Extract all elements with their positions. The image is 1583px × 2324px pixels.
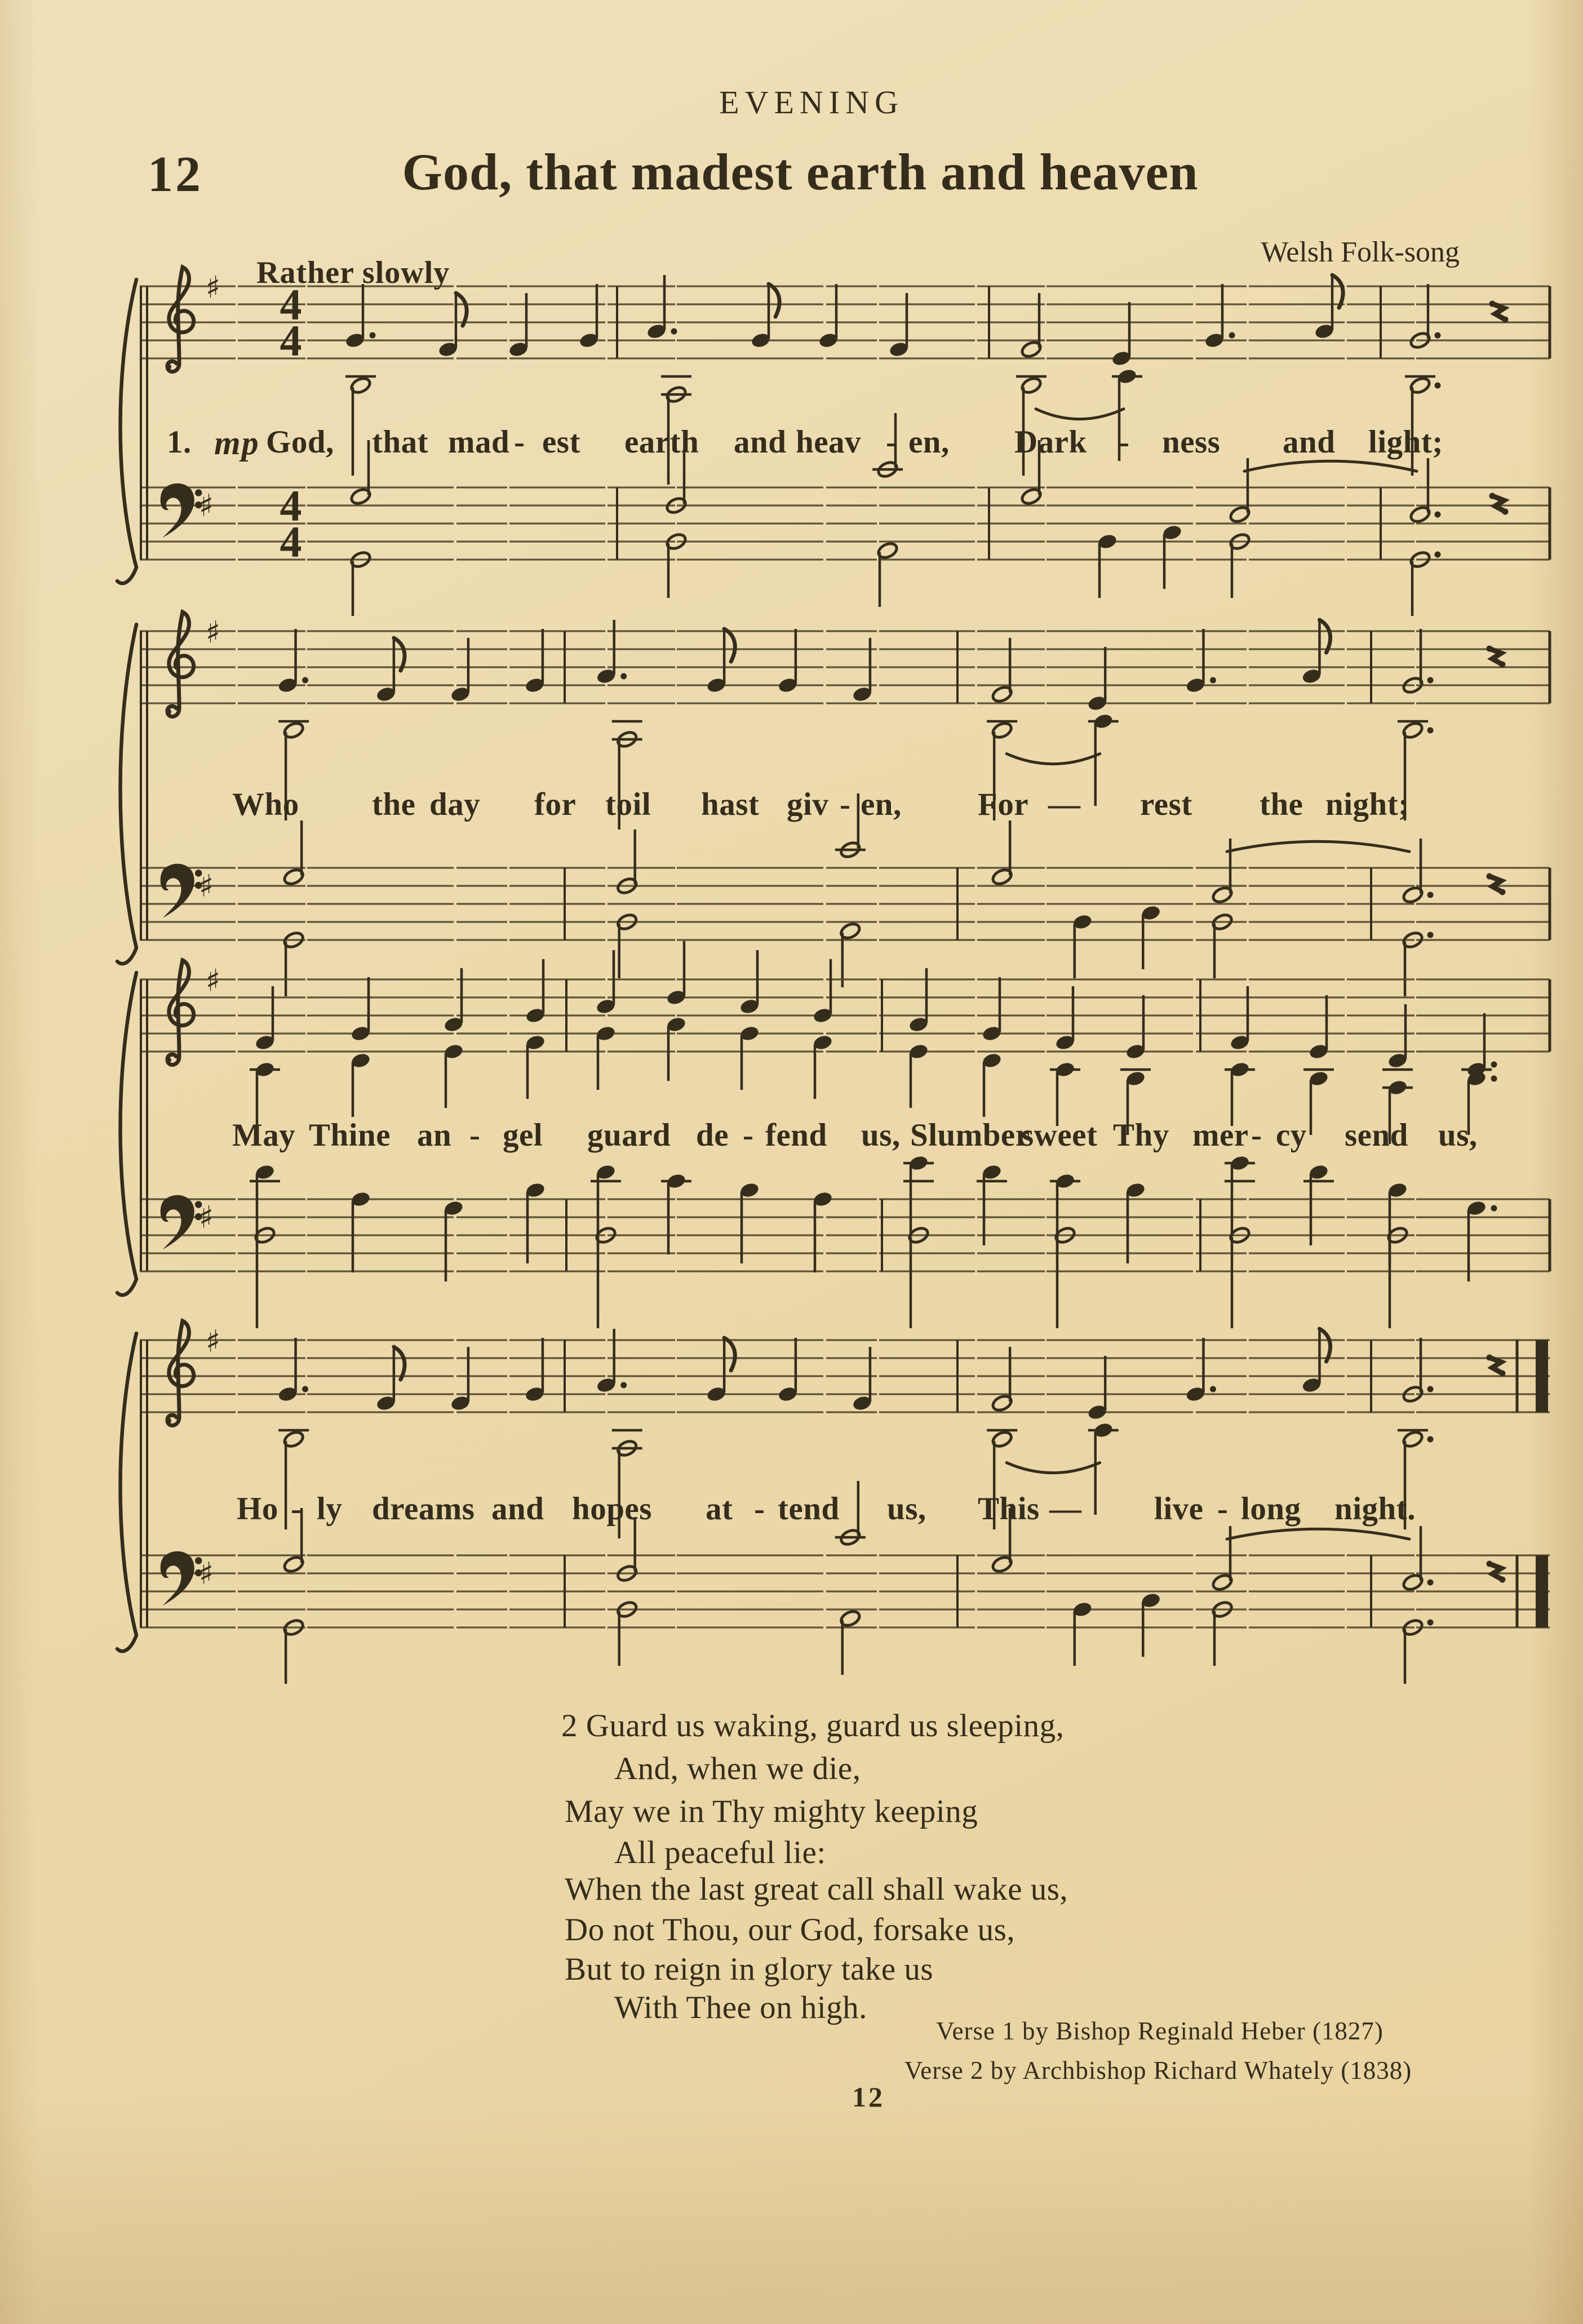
svg-text:4: 4 <box>280 481 302 530</box>
note <box>1314 275 1343 340</box>
note <box>839 1609 862 1675</box>
tune-attribution: Welsh Folk-song <box>1261 236 1460 268</box>
note <box>525 959 546 1024</box>
note <box>1225 1061 1255 1126</box>
running-head: EVENING <box>719 84 904 121</box>
note <box>739 950 760 1015</box>
quarter-rest-icon <box>1489 493 1509 515</box>
lyric-syllable: an <box>417 1117 452 1153</box>
note <box>1050 1061 1080 1126</box>
sharp-icon: ♯ <box>205 963 221 999</box>
note <box>818 284 839 349</box>
lyric-line-system-1 <box>0 424 1583 464</box>
verse-line: But to reign in glory take us <box>565 1952 934 1987</box>
note <box>350 1052 371 1117</box>
hymn-number: 12 <box>148 147 203 202</box>
note <box>1125 1182 1146 1263</box>
note <box>596 1329 627 1394</box>
lyric-syllable: 1. <box>167 424 192 460</box>
lyric-syllable: dreams <box>372 1491 475 1527</box>
verse2-credit: Verse 2 by Archbishop Richard Whately (1838) <box>904 2056 1412 2084</box>
lyric-syllable: at <box>706 1491 733 1527</box>
svg-text:4: 4 <box>280 280 302 329</box>
note <box>525 1034 546 1099</box>
note <box>1072 1601 1093 1666</box>
lyric-syllable: Who <box>232 787 299 822</box>
lyric-syllable: This <box>978 1491 1040 1527</box>
note <box>450 638 471 703</box>
note <box>524 629 545 694</box>
note <box>350 977 371 1042</box>
note <box>706 1338 735 1403</box>
note <box>812 1191 833 1272</box>
lyric-line-system-4 <box>0 1491 1583 1531</box>
lyric-syllable: us, <box>1438 1117 1478 1153</box>
lyric-syllable: day <box>429 787 481 822</box>
note <box>250 1061 280 1126</box>
treble-clef-icon <box>166 1321 194 1426</box>
treble-clef-icon <box>166 267 194 372</box>
note <box>350 1191 371 1272</box>
note <box>852 1347 872 1412</box>
note <box>1303 1164 1334 1245</box>
note <box>706 629 735 694</box>
svg-text:4: 4 <box>280 316 302 365</box>
lyric-syllable: tend <box>778 1491 840 1527</box>
lyric-syllable: night; <box>1325 787 1409 822</box>
lyric-line-system-2 <box>0 786 1583 827</box>
lyric-line-system-3 <box>0 1117 1583 1157</box>
note <box>1486 873 1505 895</box>
note <box>578 284 599 349</box>
note <box>443 968 464 1033</box>
note <box>525 1182 546 1263</box>
lyric-syllable: gel <box>503 1117 543 1153</box>
note <box>508 293 529 358</box>
lyric-syllable: - <box>886 424 897 460</box>
quarter-rest-icon <box>1486 873 1505 895</box>
lyric-syllable: - <box>1217 1491 1229 1527</box>
dynamic-marking: mp <box>214 424 260 462</box>
lyric-syllable: giv <box>787 787 829 822</box>
hymn-title: God, that madest earth and heaven <box>402 143 1199 201</box>
note <box>1185 629 1216 694</box>
lyric-syllable: - <box>840 787 851 822</box>
tempo-marking: Rather slowly <box>256 255 450 290</box>
note <box>595 950 616 1015</box>
lyric-syllable: de <box>696 1117 729 1153</box>
quarter-rest-icon <box>1486 1561 1505 1583</box>
note <box>443 1043 464 1108</box>
lyric-syllable: Slumber <box>910 1117 1030 1153</box>
note <box>1185 1338 1216 1403</box>
lyric-syllable: the <box>372 787 416 822</box>
tie-slur <box>1006 1463 1100 1473</box>
note <box>981 1052 1002 1117</box>
note <box>277 1338 308 1403</box>
note <box>1308 995 1329 1060</box>
lyric-syllable: that <box>372 424 429 460</box>
note <box>282 821 305 886</box>
note <box>1111 302 1132 367</box>
lyric-syllable: light; <box>1368 424 1443 460</box>
note <box>1211 1526 1234 1592</box>
bass-clef-icon <box>161 1195 202 1249</box>
page-number: 12 <box>852 2081 885 2113</box>
sharp-icon: ♯ <box>198 1555 214 1591</box>
lyric-syllable: for <box>534 787 577 822</box>
lyric-syllable: us, <box>861 1117 901 1153</box>
note <box>812 1034 833 1099</box>
note <box>1087 647 1108 712</box>
lyric-syllable: ly <box>317 1491 343 1527</box>
note <box>991 638 1013 704</box>
note <box>1087 1356 1108 1421</box>
note <box>981 977 1002 1042</box>
lyric-syllable: cy <box>1276 1117 1307 1153</box>
tie-slur <box>1227 841 1409 851</box>
lyric-syllable: and <box>734 424 787 460</box>
note <box>344 284 375 349</box>
lyric-syllable: night. <box>1334 1491 1416 1527</box>
lyric-syllable: - <box>291 1491 302 1527</box>
lyric-syllable: and <box>491 1491 544 1527</box>
sharp-icon: ♯ <box>198 868 214 904</box>
note <box>1301 620 1331 685</box>
lyric-syllable: toil <box>605 787 651 822</box>
note <box>991 1347 1013 1413</box>
lyric-syllable: mad <box>448 424 510 460</box>
lyric-syllable: Thine <box>309 1117 391 1153</box>
lyric-syllable: Ho <box>237 1491 278 1527</box>
note <box>375 638 405 703</box>
lyric-syllable: Thy <box>1113 1117 1169 1153</box>
note <box>1211 839 1234 904</box>
note <box>908 1043 929 1108</box>
lyric-syllable: est <box>542 424 580 460</box>
lyric-syllable: rest <box>1140 787 1192 822</box>
treble-clef-icon <box>166 960 194 1065</box>
lyric-syllable: God, <box>266 424 334 460</box>
lyric-syllable: - <box>754 1491 765 1527</box>
note <box>977 1164 1007 1245</box>
sharp-icon: ♯ <box>205 1323 221 1359</box>
sharp-icon: ♯ <box>205 269 221 305</box>
note <box>1141 1592 1161 1657</box>
bass-clef-icon <box>161 1551 202 1605</box>
note <box>437 293 467 358</box>
lyric-syllable: ness <box>1162 424 1221 460</box>
note <box>852 638 872 703</box>
note <box>595 1025 616 1090</box>
verse-line: And, when we die, <box>614 1751 861 1786</box>
note <box>591 1164 621 1245</box>
note <box>1054 986 1075 1051</box>
note <box>903 1155 934 1236</box>
note <box>596 620 627 685</box>
sharp-icon: ♯ <box>205 614 221 650</box>
note <box>1402 839 1434 904</box>
lyric-syllable: hopes <box>572 1491 652 1527</box>
lyric-syllable: us, <box>887 1491 926 1527</box>
lyric-syllable: — <box>1049 1491 1082 1527</box>
treble-clef-icon <box>166 612 194 717</box>
note <box>1229 986 1250 1051</box>
time-signature <box>280 280 302 365</box>
lyric-syllable: the <box>1260 787 1303 822</box>
verse-line: All peaceful lie: <box>614 1835 826 1870</box>
note <box>375 1347 405 1412</box>
tie-slur <box>1036 409 1124 419</box>
sharp-icon: ♯ <box>198 487 214 524</box>
sharp-icon: ♯ <box>198 1199 214 1235</box>
time-signature <box>280 481 302 566</box>
note <box>777 629 798 694</box>
verse-line: 2 Guard us waking, guard us sleeping, <box>561 1708 1065 1744</box>
lyric-syllable: live <box>1154 1491 1204 1527</box>
note <box>908 968 929 1033</box>
verse1-credit: Verse 1 by Bishop Reginald Heber (1827) <box>936 2017 1384 2045</box>
lyric-syllable: - <box>743 1117 754 1153</box>
lyric-syllable: mer <box>1192 1117 1249 1153</box>
note <box>1402 1526 1434 1592</box>
note <box>1486 1561 1505 1583</box>
lyric-syllable: send <box>1345 1117 1408 1153</box>
lyric-syllable: en, <box>908 424 950 460</box>
note <box>777 1338 798 1403</box>
lyric-syllable: For <box>978 787 1029 822</box>
note <box>250 1164 280 1245</box>
lyric-syllable: May <box>232 1117 296 1153</box>
note <box>661 1173 691 1254</box>
lyric-syllable: hast <box>701 787 760 822</box>
lyric-syllable: - <box>469 1117 481 1153</box>
note <box>1020 293 1043 359</box>
note <box>277 629 308 694</box>
lyric-syllable: earth <box>624 424 699 460</box>
lyric-syllable: fend <box>765 1117 827 1153</box>
note <box>1125 995 1146 1060</box>
lyric-syllable: - <box>1119 424 1130 460</box>
note <box>646 275 677 340</box>
note <box>888 293 909 358</box>
note <box>991 821 1013 886</box>
lyric-syllable: - <box>514 424 525 460</box>
note <box>450 1347 471 1412</box>
lyric-syllable: sweet <box>1021 1117 1098 1153</box>
note <box>524 1338 545 1403</box>
lyric-syllable: en, <box>861 787 902 822</box>
lyric-syllable: — <box>1048 787 1081 822</box>
note <box>1489 493 1509 515</box>
note <box>1301 1329 1331 1394</box>
tie-slur <box>1006 754 1100 764</box>
lyric-syllable: and <box>1283 424 1336 460</box>
note <box>1204 284 1235 349</box>
lyric-syllable: guard <box>587 1117 671 1153</box>
verse-line: Do not Thou, our God, forsake us, <box>565 1912 1016 1948</box>
note <box>812 959 833 1024</box>
note <box>1409 458 1441 524</box>
lyric-syllable: - <box>1251 1117 1262 1153</box>
bass-clef-icon <box>161 484 202 538</box>
note <box>666 1016 686 1081</box>
note <box>1229 458 1251 524</box>
note <box>1387 1004 1408 1069</box>
verse-line: With Thee on high. <box>614 1990 867 2025</box>
lyric-syllable: long <box>1241 1491 1301 1527</box>
note <box>739 1182 760 1263</box>
verse-line: When the last great call shall wake us, <box>565 1871 1068 1907</box>
note <box>1225 1155 1255 1236</box>
lyric-syllable: heav <box>796 424 861 460</box>
svg-text:4: 4 <box>280 517 302 566</box>
lyric-syllable: Dark <box>1014 424 1087 460</box>
note <box>739 1025 760 1090</box>
verse-line: May we in Thy mighty keeping <box>565 1794 978 1829</box>
note <box>254 986 275 1051</box>
note <box>750 284 779 349</box>
note <box>666 941 686 1006</box>
